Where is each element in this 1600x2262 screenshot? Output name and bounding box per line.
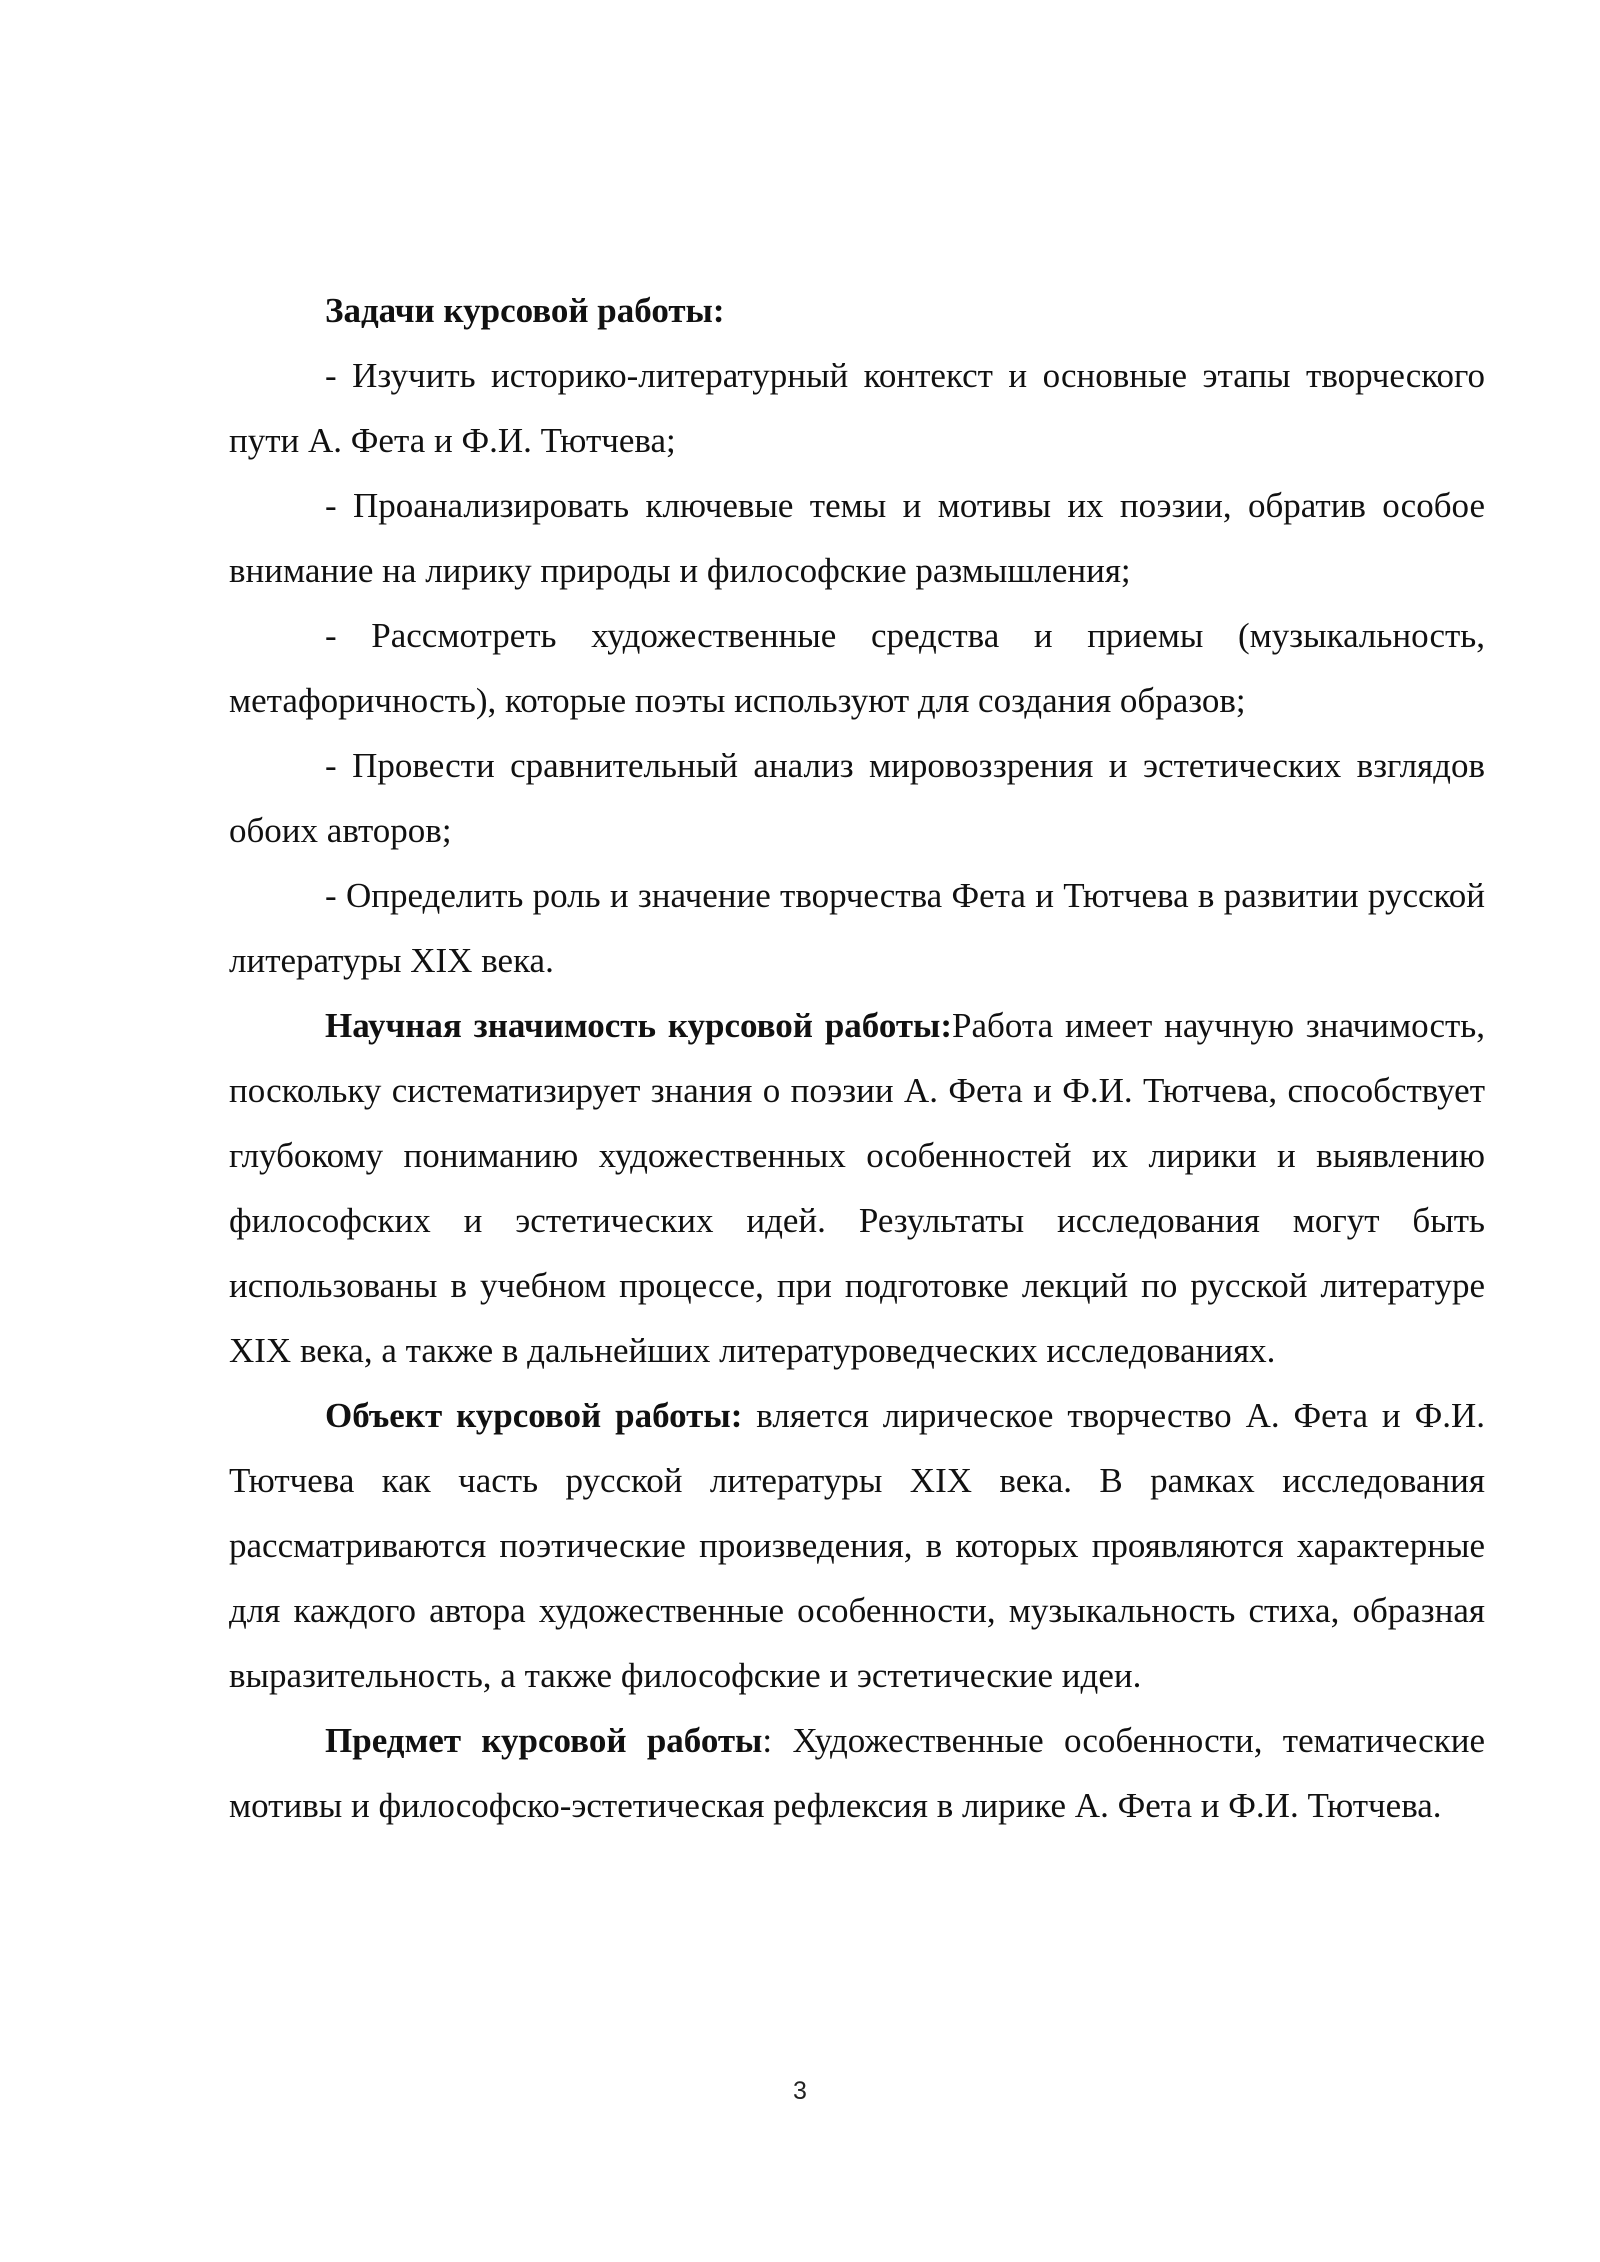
task-item-2: - Проанализировать ключевые темы и мотивы их поэзии, обратив особое внимание на лирику природы и философские размышления;: [229, 486, 1485, 590]
task-item-4: - Провести сравнительный анализ мировоззрения и эстетических взглядов обоих авторов;: [229, 746, 1485, 850]
page-number: 3: [793, 2077, 807, 2105]
tasks-heading-text: Задачи курсовой работы:: [325, 291, 725, 330]
task-item-1: - Изучить историко-литературный контекст и основные этапы творческого пути А. Фета и Ф.И. Тютчева;: [229, 356, 1485, 460]
subject-paragraph: [229, 1708, 1485, 1838]
subject-text: : Художественные особенности, тематические мотивы и философско-эстетическая рефлексия в лирике А. Фета и Ф.И. Тютчева.: [229, 1721, 1485, 1825]
task-item-5: - Определить роль и значение творчества Фета и Тютчева в развитии русской литературы XIX века.: [229, 876, 1485, 980]
object-text: вляется лирическое творчество А. Фета и Ф.И. Тютчева как часть русской литературы XIX века. В рамках исследования рассматриваются поэтические произведения, в которых проявляются характерные для каждого автора художественные особенности, музыкальность стиха, образная выразительность, а также философские и эстетические идеи.: [229, 1396, 1485, 1695]
significance-heading: Научная значимость курсовой работы:: [325, 1006, 953, 1045]
tasks-heading: [229, 278, 1485, 343]
significance-paragraph: [229, 993, 1485, 1383]
page-body: [229, 278, 1485, 1838]
subject-heading: Предмет курсовой работы: [325, 1721, 763, 1760]
object-paragraph: [229, 1383, 1485, 1708]
task-item-3: - Рассмотреть художественные средства и приемы (музыкальность, метафоричность), которые поэты используют для создания образов;: [229, 616, 1485, 720]
significance-text: Работа имеет научную значимость, поскольку систематизирует знания о поэзии А. Фета и Ф.И. Тютчева, способствует глубокому пониманию художественных особенностей их лирики и выявлению философских и эстетических идей. Результаты исследования могут быть использованы в учебном процессе, при подготовке лекций по русской литературе XIX века, а также в дальнейших литературоведческих исследованиях.: [229, 1006, 1486, 1370]
object-heading: Объект курсовой работы:: [325, 1396, 743, 1435]
